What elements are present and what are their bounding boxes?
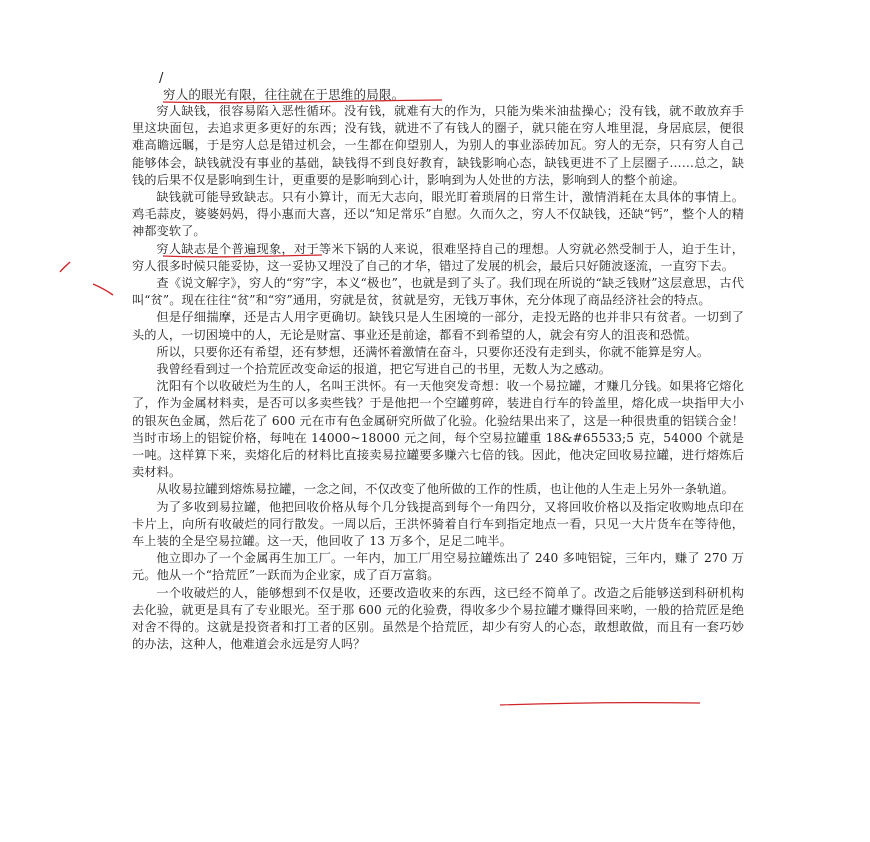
paragraph-7: 我曾经看到过一个拾荒匠改变命运的报道，把它写进自己的书里，无数人为之感动。 — [156, 362, 612, 377]
paragraph-8: 沈阳有个以收破烂为生的人，名叫王洪怀。有一天他突发奇想：收一个易拉罐，才赚几分钱。如果将它熔化了，作为金属材料卖，是否可以多卖些钱？于是他把一个空罐剪碎，装进自行车的铃盖里，熔化成一块指甲大小的银灰色金属，然后花了 600 元在市有色金属研究所做了化验。化验结果出来了，这是一种很贵重的铝镁合金！当时市场上的铝锭价格，每吨在 14000~18000 元之间，每个空易拉罐重 18&#65533;5 克，54000 个就是一吨。这样算下来，卖熔化后的材料比直接卖易拉罐要多赚六七倍的钱。因此，他决定回收易拉罐，进行熔炼后卖材料。 — [132, 379, 744, 480]
paragraph-9: 从收易拉罐到熔炼易拉罐，一念之间，不仅改变了他所做的工作的性质，也让他的人生走上另外一条轨道。 — [156, 482, 734, 497]
document-body — [132, 103, 744, 654]
margin-mark-2 — [93, 284, 113, 295]
paragraph-11: 他立即办了一个金属再生加工厂。一年内，加工厂用空易拉罐炼出了 240 多吨铝锭，三年内，赚了 270 万元。他从一个“拾荒匠”一跃而为企业家，成了百万富翁。 — [132, 551, 744, 583]
paragraph-12: 一个收破烂的人，能够想到不仅是收，还要改造收来的东西，这已经不简单了。改造之后能够送到科研机构去化验，就更是具有了专业眼光。至于那 600 元的化验费，得收多少个易拉罐才赚得回来哟，一般的拾荒匠是绝对舍不得的。这就是投资者和打工者的区别。虽然是个拾荒匠，却少有穷人的心态，敢想敢做，而且有一套巧妙的办法，这种人，他难道会永远是穷人吗？ — [132, 585, 744, 652]
bottom-underline — [500, 703, 700, 705]
paragraph-1: 穷人缺钱，很容易陷入恶性循环。没有钱，就难有大的作为，只能为柴米油盐操心；没有钱，就不敢放弃手里这块面包，去追求更多更好的东西；没有钱，就进不了有钱人的圈子，就只能在穷人堆里混，身居底层，便很难高瞻远瞩，于是穷人总是错过机会，一生都在仰望别人，为别人的事业添砖加瓦。穷人的无奈，只有穷人自己能够体会，缺钱就没有事业的基础，缺钱得不到良好教育，缺钱影响心态，缺钱更进不了上层圈子……总之，缺钱的后果不仅是影响到生计，更重要的是影响到心计，影响到为人处世的方法，影响到人的整个前途。 — [132, 104, 744, 187]
paragraph-5: 但是仔细揣摩，还是古人用字更确切。缺钱只是人生困境的一部分，走投无路的也并非只有贫者。一切到了头的人，一切困境中的人，无论是财富、事业还是前途，都看不到希望的人，就会有穷人的沮丧和恐慌。 — [132, 310, 744, 342]
paragraph-6: 所以，只要你还有希望，还有梦想，还满怀着激情在奋斗，只要你还没有走到头，你就不能算是穷人。 — [156, 344, 710, 359]
document-title: 穷人的眼光有限，往往就在于思维的局限。 — [163, 87, 405, 102]
margin-mark-1 — [60, 262, 70, 272]
pen-mark: / — [159, 71, 164, 86]
paragraph-10: 为了多收到易拉罐，他把回收价格从每个几分钱提高到每个一角四分，又将回收价格以及指定收购地点印在卡片上，向所有收破烂的同行散发。一周以后，王洪怀骑着自行车到指定地点一看，只见一大片货车在等待他，车上装的全是空易拉罐。这一天，他回收了 13 万多个，足足二吨半。 — [132, 499, 744, 549]
paragraph-2: 缺钱就可能导致缺志。只有小算计，而无大志向，眼光盯着琐屑的日常生计，激情消耗在太具体的事情上。鸡毛蒜皮，婆婆妈妈，得小惠而大喜，还以“知足常乐”自慰。久而久之，穷人不仅缺钱，还缺“钙”，整个人的精神都变软了。 — [132, 190, 744, 239]
paragraph-4: 查《说文解字》，穷人的“穷”字，本义“极也”，也就是到了头了。我们现在所说的“缺乏钱财”这层意思，古代叫“贫”。现在往往“贫”和“穷”通用，穷就是贫，贫就是穷，无钱万事休，充分体现了商品经济社会的特点。 — [132, 276, 744, 308]
paragraph-3: 穷人缺志是个普遍现象，对于等米下锅的人来说，很难坚持自己的理想。人穷就必然受制于人，迫于生计，穷人很多时候只能妥协，这一妥协又埋没了自己的才华，错过了发展的机会，最后只好随波逐流，一直穷下去。 — [132, 241, 744, 273]
